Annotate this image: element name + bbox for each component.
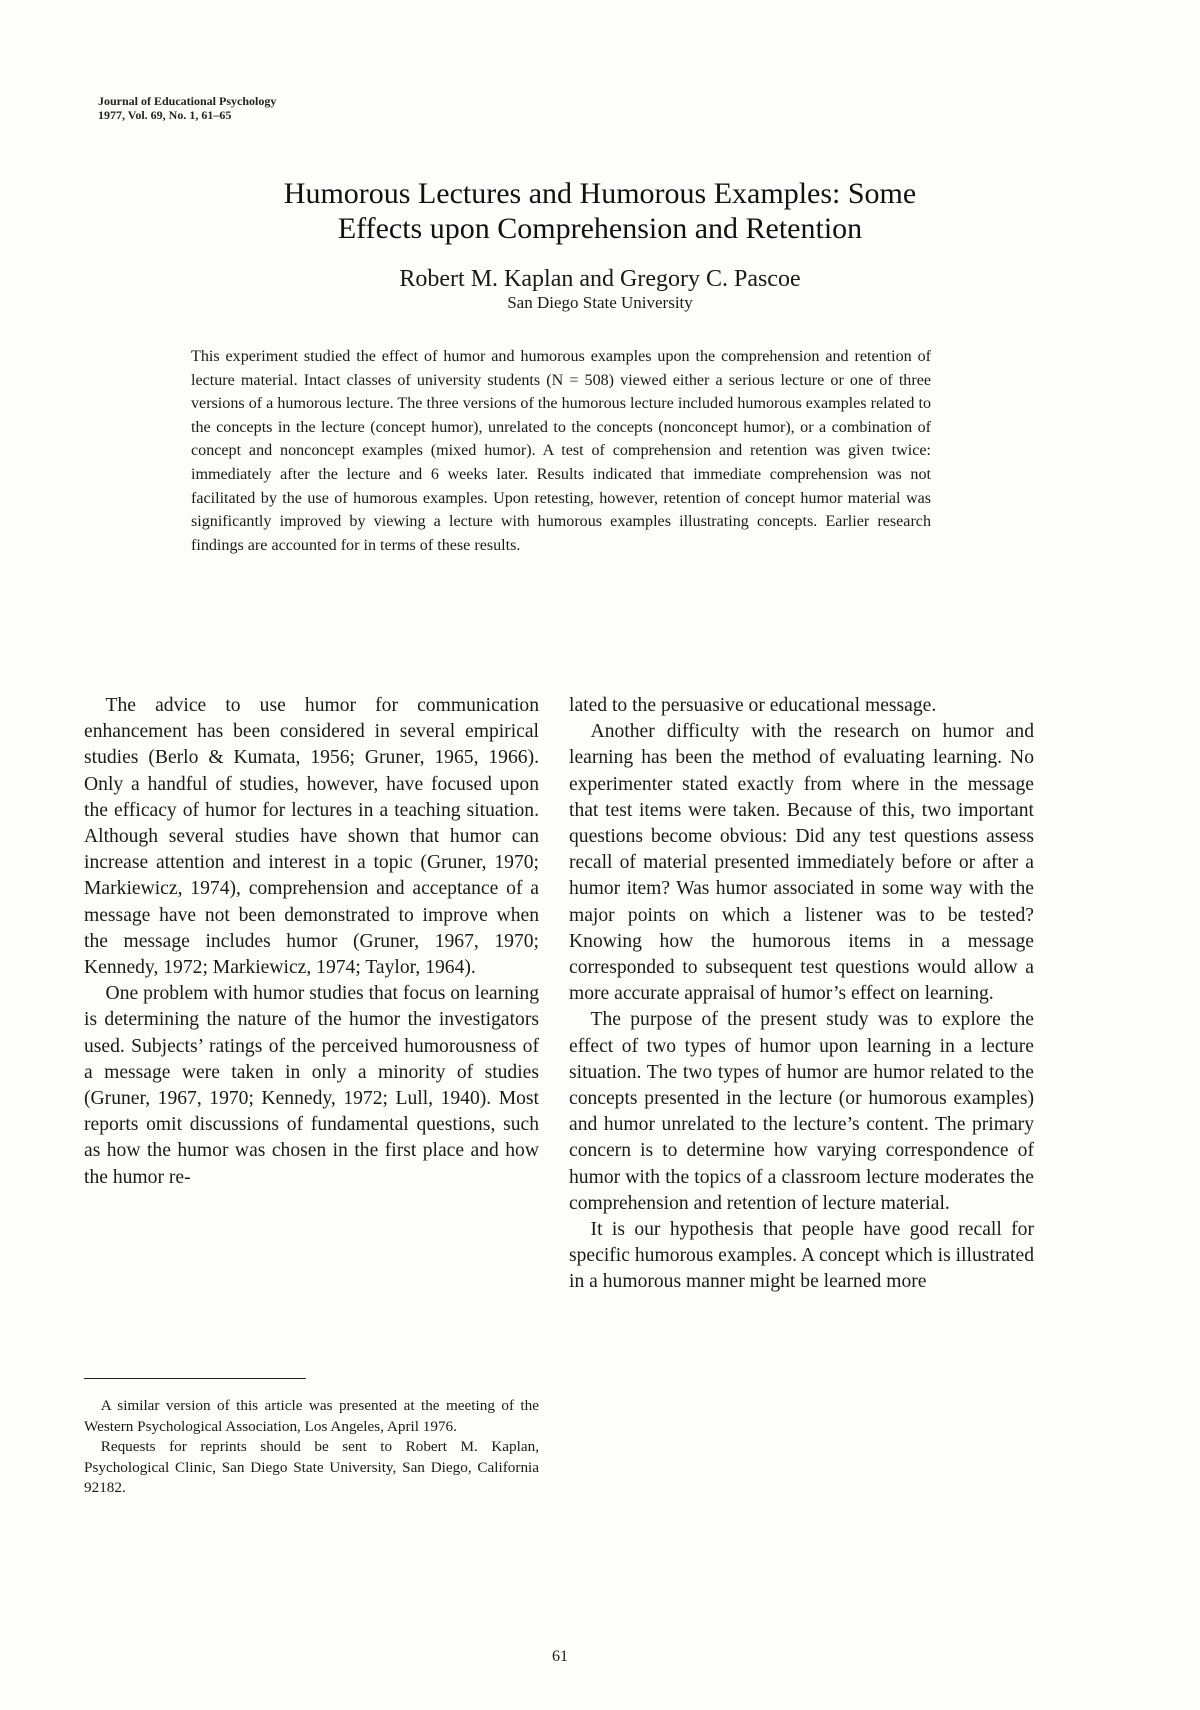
footnote: Requests for reprints should be sent to Robert M. Kaplan, Psychological Clinic, San Diego State University, San Diego, California 92182.: [84, 1438, 539, 1497]
paragraph: One problem with humor studies that focus on learning is determining the nature of the humor the investigators used. Subjects’ ratings of the perceived humorousness of a message were taken in only a minority of studies (Gruner, 1967, 1970; Kennedy, 1972; Lull, 1940). Most reports omit discussions of fundamental questions, such as how the humor was chosen in the first place and how the humor re-: [84, 983, 539, 1188]
page-number: 61: [552, 1648, 568, 1665]
footnote: A similar version of this article was presented at the meeting of the Western Psychological Association, Los Angeles, April 1976.: [84, 1397, 539, 1435]
paragraph-continued: lated to the persuasive or educational message.: [569, 695, 937, 716]
paper-title-line-1: Humorous Lectures and Humorous Examples: Some: [283, 177, 917, 210]
body-column-left: [84, 693, 539, 1191]
paragraph: The purpose of the present study was to explore the effect of two types of humor upon learning in a lecture situation. The two types of humor are humor related to the concepts presented in the lecture (or humorous examples) and humor unrelated to the lecture’s content. The primary concern is to determine how varying correspondence of humor with the topics of a classroom lecture moderates the comprehension and retention of lecture material.: [569, 1009, 1034, 1214]
author-list: Robert M. Kaplan and Gregory C. Pascoe: [399, 266, 801, 292]
abstract: This experiment studied the effect of humor and humorous examples upon the comprehension and retention of lecture material. Intact classes of university students (N = 508) viewed either a serious lecture or one of three versions of a humorous lecture. The three versions of the humorous lecture included humorous examples related to the concepts in the lecture (concept humor), unrelated to the concepts (nonconcept humor), or a combination of concept and nonconcept examples (mixed humor). A test of comprehension and retention was given twice: immediately after the lecture and 6 weeks later. Results indicated that immediate comprehension was not facilitated by the use of humorous examples. Upon retesting, however, retention of concept humor material was significantly improved by viewing a lecture with humorous examples illustrating concepts. Earlier research findings are accounted for in terms of these results.: [191, 348, 931, 554]
footnote-divider: [84, 1378, 306, 1379]
footnotes: [84, 1396, 539, 1499]
journal-volume: 1977, Vol. 69, No. 1, 61–65: [98, 108, 232, 122]
journal-citation: [98, 94, 276, 122]
journal-name: Journal of Educational Psychology: [98, 94, 277, 108]
body-column-right: [569, 693, 1034, 1296]
paragraph: It is our hypothesis that people have good recall for specific humorous examples. A concept which is illustrated in a humorous manner might be learned more: [569, 1219, 1034, 1293]
paper-title-line-2: Effects upon Comprehension and Retention: [337, 212, 863, 245]
paragraph: The advice to use humor for communication enhancement has been considered in several empirical studies (Berlo & Kumata, 1956; Gruner, 1965, 1966). Only a handful of studies, however, have focused upon the efficacy of humor for lectures in a teaching situation. Although several studies have shown that humor can increase attention and interest in a topic (Gruner, 1970; Markiewicz, 1974), comprehension and acceptance of a message have not been demonstrated to improve when the message includes humor (Gruner, 1967, 1970; Kennedy, 1972; Markiewicz, 1974; Taylor, 1964).: [84, 695, 539, 979]
affiliation: San Diego State University: [507, 293, 693, 312]
paper-title: [100, 176, 1100, 246]
paragraph: Another difficulty with the research on humor and learning has been the method of evaluating learning. No experimenter stated exactly from where in the message that test items were taken. Because of this, two important questions become obvious: Did any test questions assess recall of material presented immediately before or after a humor item? Was humor associated in some way with the major points on which a listener was to be tested? Knowing how the humorous items in a message corresponded to subsequent test questions would allow a more accurate appraisal of humor’s effect on learning.: [569, 721, 1034, 1005]
